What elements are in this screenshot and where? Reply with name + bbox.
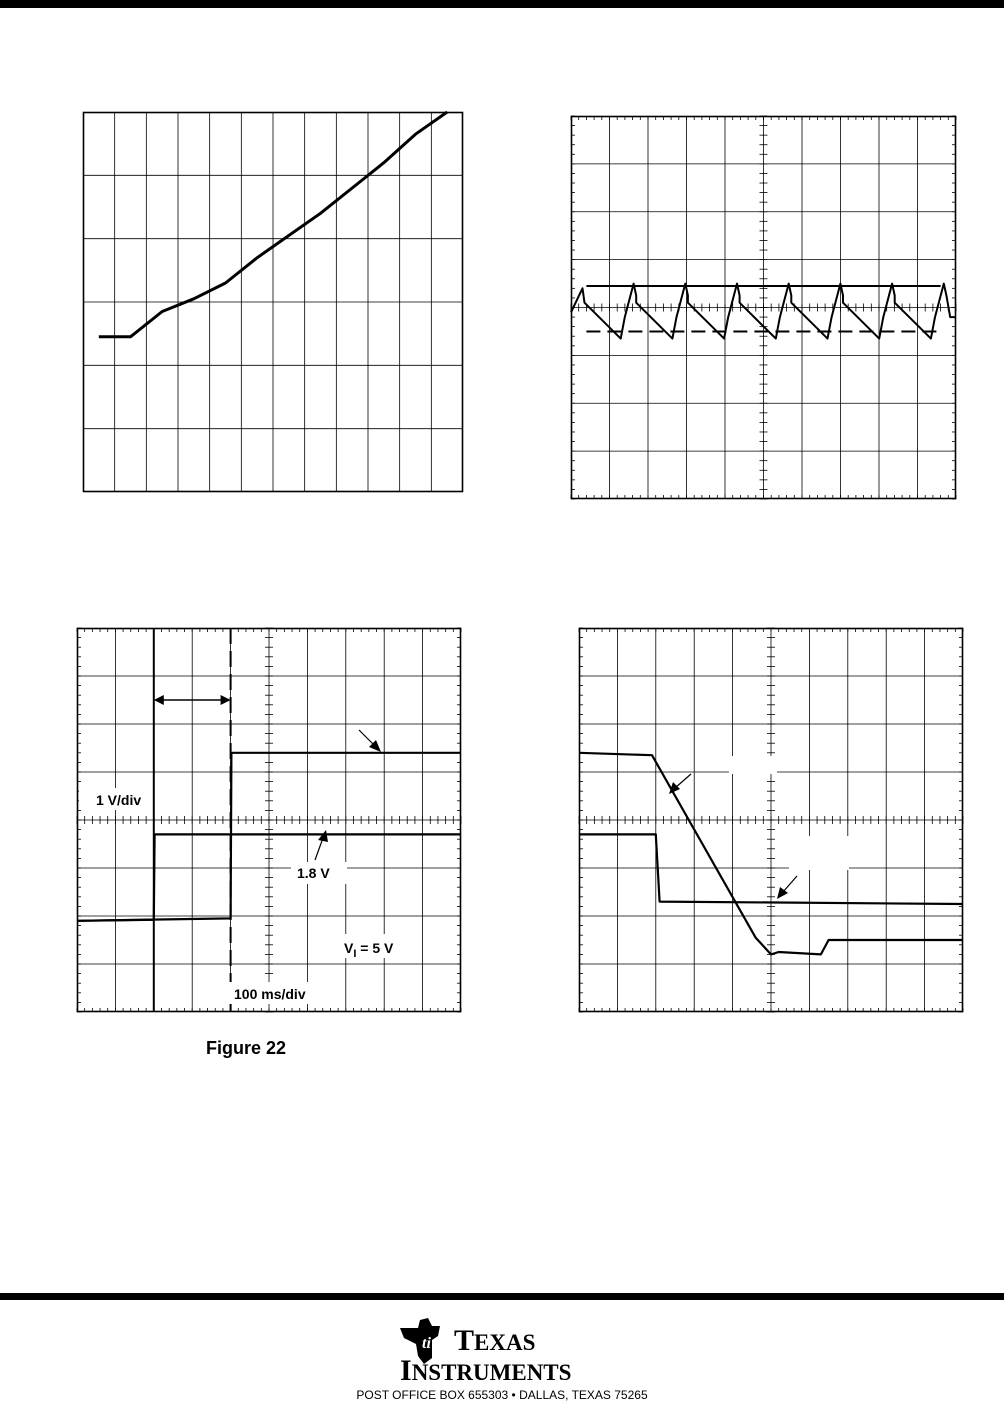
address-bullet: • bbox=[511, 1388, 516, 1402]
label-gap-1 bbox=[729, 756, 777, 774]
footer-address bbox=[300, 1388, 704, 1402]
input-voltage-label: $V_I = 5$ V bbox=[344, 940, 394, 960]
figure-caption: Figure 22 bbox=[206, 1038, 287, 1058]
scale-label: 1 V/div bbox=[96, 792, 142, 808]
level-label: 1.8 V bbox=[297, 865, 330, 881]
svg-text:INSTRUMENTS: INSTRUMENTS bbox=[400, 1354, 572, 1384]
pointer-ramp bbox=[675, 774, 691, 788]
label-gap-2 bbox=[789, 836, 849, 870]
ti-logo-icon bbox=[396, 1314, 612, 1384]
address-right: DALLAS, TEXAS 75265 bbox=[519, 1388, 648, 1402]
pointer-level-head bbox=[318, 830, 328, 842]
top-rule bbox=[0, 0, 1004, 8]
arrow-head-left bbox=[154, 695, 164, 705]
texas-instruments-logo bbox=[396, 1314, 612, 1384]
svg-text:ti: ti bbox=[422, 1335, 431, 1352]
svg-text:TEXAS: TEXAS bbox=[454, 1324, 536, 1357]
pointer-level bbox=[315, 838, 323, 860]
address-left: POST OFFICE BOX 655303 bbox=[356, 1388, 509, 1402]
chart-top-right bbox=[571, 116, 956, 499]
time-label: 100 ms/div bbox=[234, 986, 306, 1002]
chart-top-left bbox=[83, 112, 463, 492]
pointer-step bbox=[783, 876, 797, 892]
chart-bottom-right bbox=[579, 628, 963, 1012]
chart-bottom-left bbox=[77, 628, 461, 1012]
grid-top-left bbox=[83, 112, 463, 492]
arrow-head-right bbox=[221, 695, 231, 705]
bottom-rule bbox=[0, 1293, 1004, 1300]
